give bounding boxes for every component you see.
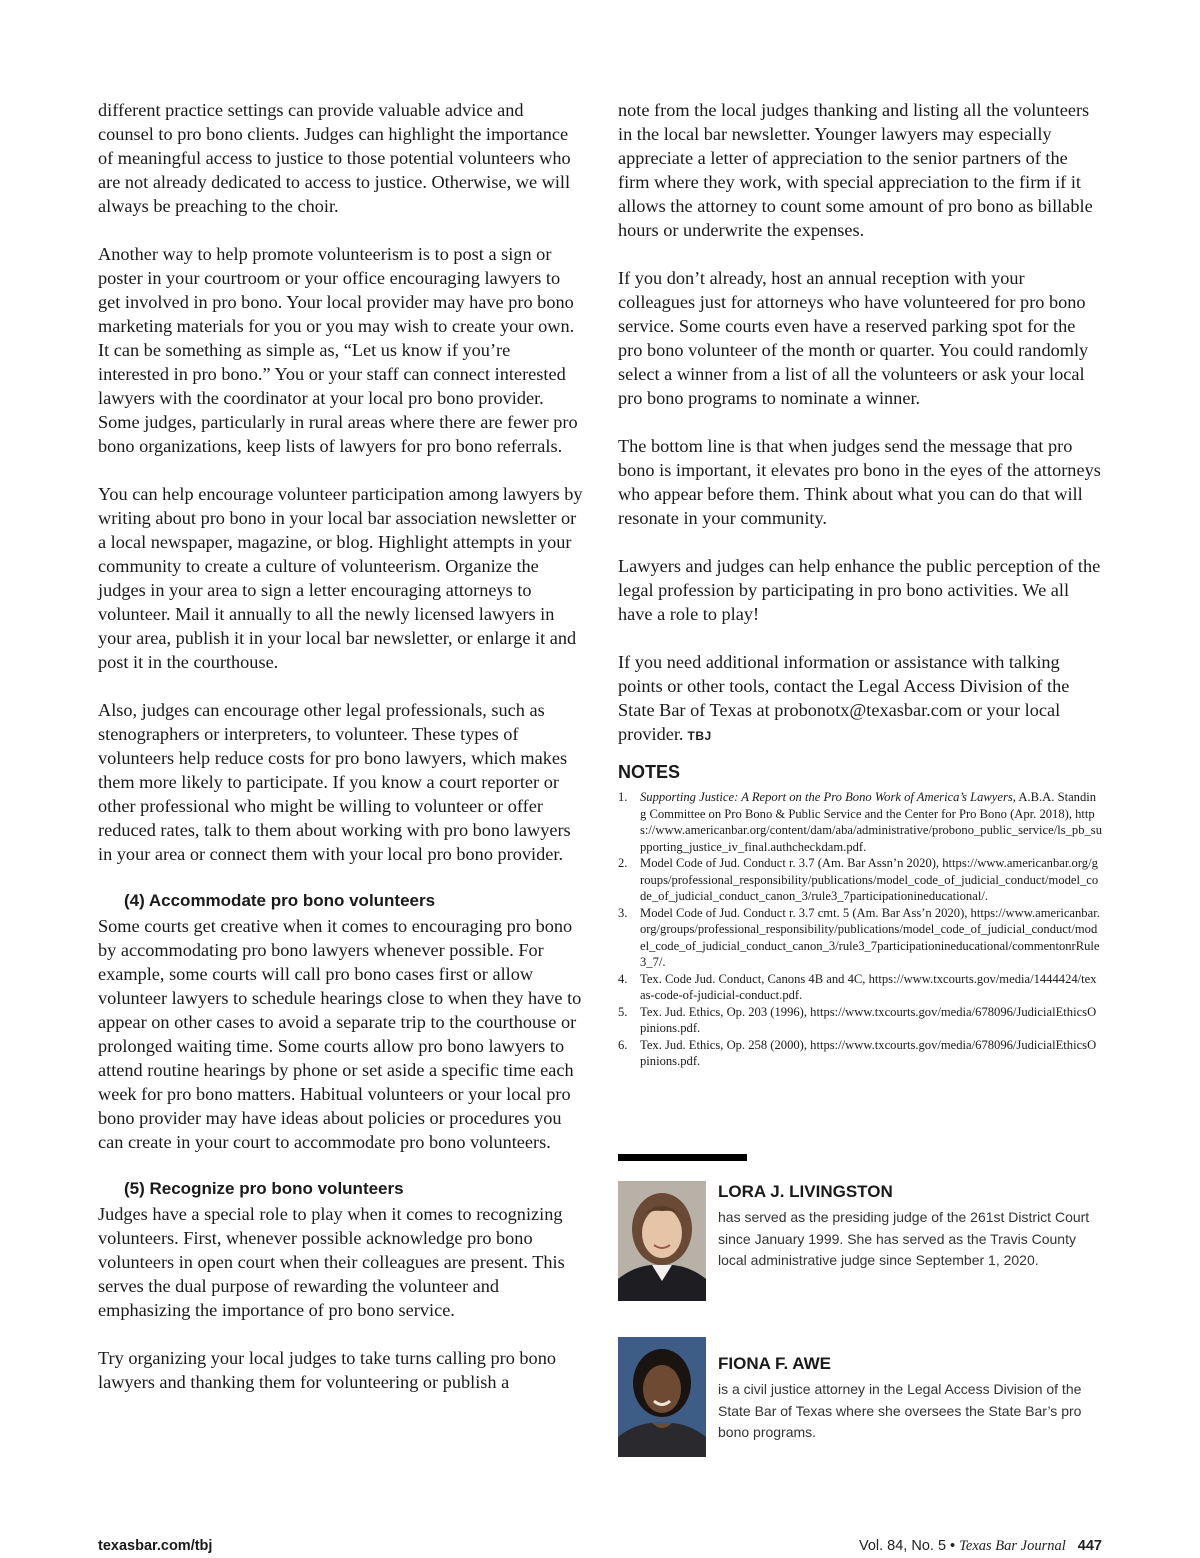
author-bio-text: has served as the presiding judge of the 261st District Court since January 1999. She has served as the Travis County local administrative judge since September 1, 2020. [718, 1209, 1090, 1268]
note-item: 6. Tex. Jud. Ethics, Op. 258 (2000), https://www.txcourts.gov/media/678096/JudicialEthicsOpinions.pdf. [618, 1037, 1097, 1068]
author-photo [618, 1337, 706, 1457]
tbj-end-mark: TBJ [687, 729, 712, 743]
article-paragraph: Also, judges can encourage other legal professionals, such as stenographers or interpreters, to volunteer. These types of volunteers help reduce costs for pro bono lawyers, which makes them more likely to participate. If you know a court reporter or other professional who might be willing to volunteer or offer reduced rates, talk to them about working with pro bono lawyers in your area or connect them with your local pro bono provider. [98, 700, 571, 864]
note-item: 2. Model Code of Jud. Conduct r. 3.7 (Am. Bar Assn’n 2020), https://www.americanbar.org/groups/professional_responsibility/publications/model_code_of_judicial_conduct/model_code_of_judicial_conduct_canon_3/rule3_7participationineducational/. [618, 856, 1099, 903]
footer-page-number: 447 [1077, 1538, 1102, 1554]
note-item: 3. Model Code of Jud. Conduct r. 3.7 cmt. 5 (Am. Bar Ass’n 2020), https://www.americanbar.org/groups/professional_responsibility/publications/model_code_of_judicial_conduct/model_code_of_judicial_conduct_canon_3/rule3_7participationineducational/commentonrRule3_7/. [618, 905, 1100, 969]
section-heading-accommodate: (4) Accommodate pro bono volunteers [124, 891, 436, 910]
article-paragraph: Some courts get creative when it comes to encouraging pro bono by accommodating pro bono lawyers whenever possible. For example, some courts will call pro bono cases first or allow volunteer lawyers to schedule hearings close to when they have to appear on other cases to avoid a separate trip to the courthouse or prolonged waiting time. Some courts allow pro bono lawyers to attend routine hearings by phone or set aside a specific time each week for pro bono matters. Habitual volunteers or your local pro bono provider may have ideas about policies or procedures you can create in your court to accommodate pro bono volunteers. [98, 916, 582, 1152]
contact-text: If you need additional information or assistance with talking points or other tools, contact the Legal Access Division of the State Bar of Texas at probonotx@texasbar.com or your local provider. [618, 652, 1070, 744]
footer-issue-info [859, 1538, 1102, 1555]
note-item: 4. Tex. Code Jud. Conduct, Canons 4B and 4C, https://www.txcourts.gov/media/1444424/texas-code-of-judicial-conduct.pdf. [618, 971, 1097, 1002]
author-name: FIONA F. AWE [718, 1354, 832, 1373]
right-column [618, 98, 1102, 1070]
article-paragraph: different practice settings can provide valuable advice and counsel to pro bono clients. Judges can highlight the importance of meaningful access to justice to those potential volunteers who are not already dedicated to access to justice. Otherwise, we will always be preaching to the choir. [98, 100, 571, 216]
article-paragraph: Judges have a special role to play when it comes to recognizing volunteers. First, whenever possible acknowledge pro bono volunteers in open court when their colleagues are present. This serves the dual purpose of rewarding the volunteer and emphasizing the importance of pro bono service. [98, 1204, 565, 1320]
article-paragraph: If you don’t already, host an annual reception with your colleagues just for attorneys who have volunteered for pro bono service. Some courts even have a reserved parking spot for the pro bono volunteer of the month or quarter. You could randomly select a winner from a list of all the volunteers or ask your local pro bono programs to nominate a winner. [618, 268, 1089, 408]
footer-publication: Texas Bar Journal [959, 1538, 1066, 1554]
section-heading-recognize: (5) Recognize pro bono volunteers [124, 1179, 404, 1198]
portrait-image [618, 1181, 706, 1301]
article-paragraph: You can help encourage volunteer participation among lawyers by writing about pro bono in your local bar association newsletter or a local newspaper, magazine, or blog. Highlight attempts in your community to create a culture of volunteerism. Organize the judges in your area to sign a letter encouraging attorneys to volunteer. Mail it annually to all the newly licensed lawyers in your area, publish it in your local bar newsletter, or enlarge it and post it in the courthouse. [98, 484, 583, 672]
article-paragraph-final [618, 650, 1102, 748]
footer-url: texasbar.com/tbj [98, 1538, 213, 1554]
note-item: 1. Supporting Justice: A Report on the Pro Bono Work of America’s Lawyers, A.B.A. Standing Committee on Pro Bono & Public Service and the Center for Pro Bono (Apr. 2018), https://www.americanbar.org/content/dam/aba/administrative/probono_public_service/ls_pb_supporting_justice_iv_final.authcheckdam.pdf. [618, 790, 1103, 854]
author-bio-livingston [618, 1181, 1102, 1303]
author-photo [618, 1181, 706, 1301]
article-paragraph: note from the local judges thanking and listing all the volunteers in the local bar newsletter. Younger lawyers may especially appreciate a letter of appreciation to the senior partners of the firm where they work, with special appreciation to the firm if it allows the attorney to count some amount of pro bono as billable hours or underwrite the expenses. [618, 100, 1093, 240]
author-name: LORA J. LIVINGSTON [718, 1182, 893, 1201]
portrait-image [618, 1337, 706, 1457]
author-section-divider [618, 1154, 747, 1161]
article-paragraph: Try organizing your local judges to take turns calling pro bono lawyers and thanking them for volunteering or publish a [98, 1348, 556, 1392]
author-bio-text: is a civil justice attorney in the Legal Access Division of the State Bar of Texas where she oversees the State Bar’s pro bono programs. [718, 1381, 1082, 1440]
footer-volume: Vol. 84, No. 5 • [858, 1538, 956, 1554]
left-column [98, 98, 583, 1418]
article-paragraph: The bottom line is that when judges send the message that pro bono is important, it elevates pro bono in the eyes of the attorneys who appear before them. Think about what you can do that will resonate in your community. [618, 436, 1101, 528]
notes-list [618, 789, 1102, 1070]
author-bio-awe [618, 1337, 1102, 1459]
note-item: 5. Tex. Jud. Ethics, Op. 203 (1996), https://www.txcourts.gov/media/678096/JudicialEthicsOpinions.pdf. [618, 1004, 1097, 1035]
notes-heading: NOTES [618, 762, 681, 782]
article-paragraph: Another way to help promote volunteerism is to post a sign or poster in your courtroom or your office encouraging lawyers to get involved in pro bono. Your local provider may have pro bono marketing materials for you or you may wish to create your own. It can be something as simple as, “Let us know if you’re interested in pro bono.” You or your staff can connect interested lawyers with the coordinator at your local pro bono provider. Some judges, particularly in rural areas where there are fewer pro bono organizations, keep lists of lawyers for pro bono referrals. [98, 244, 578, 456]
article-paragraph: Lawyers and judges can help enhance the public perception of the legal profession by participating in pro bono activities. We all have a role to play! [618, 556, 1101, 624]
